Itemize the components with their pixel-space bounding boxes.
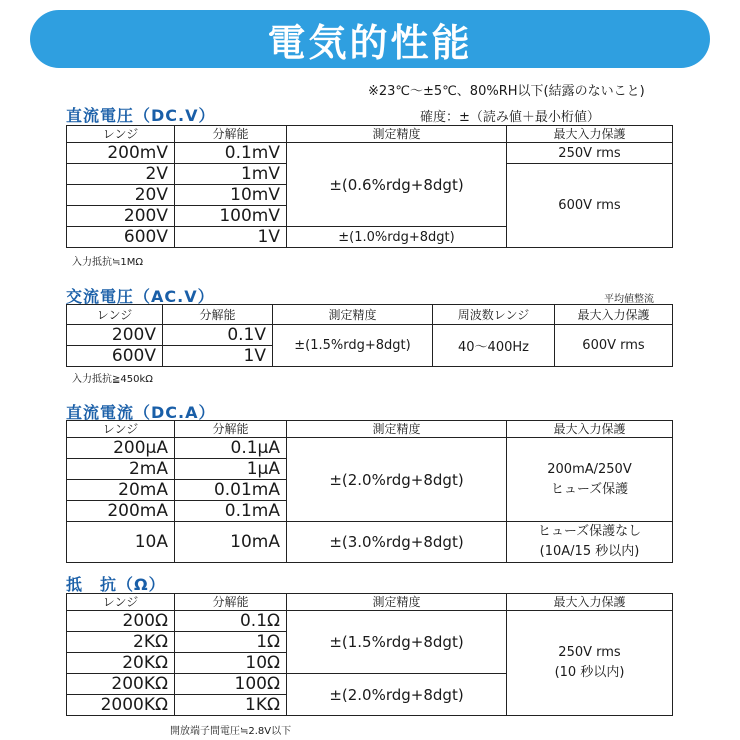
header-protection: 最大入力保護 (507, 126, 673, 143)
dca-range: 200mA (67, 501, 175, 522)
header-accuracy: 測定精度 (273, 305, 433, 325)
acv-frequency: 40～400Hz (433, 325, 555, 367)
ohm-title: 抵 抗（Ω） (66, 575, 166, 594)
dca-protection-b (507, 522, 673, 563)
header-protection: 最大入力保護 (555, 305, 673, 325)
acv-resolution: 0.1V (163, 325, 273, 346)
header-range: レンジ (67, 421, 175, 438)
header-range: レンジ (67, 594, 175, 611)
dcv-resolution: 1V (175, 227, 287, 248)
dcv-protection-a: 250V rms (507, 143, 673, 164)
ohm-protection-line2: (10 秒以内) (554, 665, 625, 680)
acv-footnote: 入力抵抗≧450kΩ (72, 374, 153, 385)
dca-title: 直流電流（DC.A） (66, 403, 216, 422)
ohm-resolution: 1Ω (175, 632, 287, 653)
dca-protection-a (507, 438, 673, 522)
ohm-footnote: 開放端子間電圧≒2.8V以下 (170, 726, 292, 737)
dcv-resolution: 0.1mV (175, 143, 287, 164)
dcv-range: 600V (67, 227, 175, 248)
dca-protection-a-line2: ヒューズ保護 (550, 481, 629, 497)
ohm-accuracy-b: ±(2.0%rdg+8dgt) (287, 674, 507, 716)
ohm-range: 20KΩ (67, 653, 175, 674)
ohm-range: 200KΩ (67, 674, 175, 695)
acv-protection: 600V rms (555, 325, 673, 367)
dca-resolution: 0.1μA (175, 438, 287, 459)
ohm-resolution: 100Ω (175, 674, 287, 695)
ohm-range: 200Ω (67, 611, 175, 632)
dca-range: 200μA (67, 438, 175, 459)
conditions-note: ※23℃～±5℃、80%RH以下(結露のないこと) (368, 84, 645, 99)
header-protection: 最大入力保護 (507, 594, 673, 611)
dcv-range: 20V (67, 185, 175, 206)
header-accuracy: 測定精度 (287, 126, 507, 143)
acv-note: 平均値整流 (604, 294, 654, 305)
header-resolution: 分解能 (163, 305, 273, 325)
dcv-footnote: 入力抵抗≒1MΩ (72, 257, 144, 268)
header-protection: 最大入力保護 (507, 421, 673, 438)
dca-protection-b-line1: ヒューズ保護なし (537, 524, 642, 539)
dca-resolution: 0.1mA (175, 501, 287, 522)
dca-accuracy-a: ±(2.0%rdg+8dgt) (287, 438, 507, 522)
ohm-range: 2000KΩ (67, 695, 175, 716)
ohm-protection (507, 611, 673, 716)
dcv-range: 200V (67, 206, 175, 227)
accuracy-note: 確度：±（読み値＋最小桁値） (420, 110, 600, 125)
dca-range: 20mA (67, 480, 175, 501)
dcv-resolution: 10mV (175, 185, 287, 206)
dcv-accuracy-b: ±(1.0%rdg+8dgt) (287, 227, 507, 248)
dca-resolution: 10mA (175, 522, 287, 563)
acv-title: 交流電圧（AC.V） (66, 287, 215, 306)
dca-accuracy-b: ±(3.0%rdg+8dgt) (287, 522, 507, 563)
ohm-resolution: 0.1Ω (175, 611, 287, 632)
header-resolution: 分解能 (175, 126, 287, 143)
ohm-protection-line1: 250V rms (558, 645, 621, 660)
dcv-resolution: 1mV (175, 164, 287, 185)
dca-protection-a-line1: 200mA/250V (547, 461, 632, 477)
dcv-protection-b: 600V rms (507, 164, 673, 248)
dcv-accuracy-a: ±(0.6%rdg+8dgt) (287, 143, 507, 227)
header-resolution: 分解能 (175, 421, 287, 438)
dca-table (66, 420, 673, 563)
dcv-range: 200mV (67, 143, 175, 164)
acv-table (66, 304, 673, 367)
header-resolution: 分解能 (175, 594, 287, 611)
ohm-range: 2KΩ (67, 632, 175, 653)
dca-resolution: 1μA (175, 459, 287, 480)
acv-range: 200V (67, 325, 163, 346)
header-accuracy: 測定精度 (287, 594, 507, 611)
header-range: レンジ (67, 126, 175, 143)
ohm-resolution: 1KΩ (175, 695, 287, 716)
page-title: 電気的性能 (267, 20, 473, 65)
acv-resolution: 1V (163, 346, 273, 367)
dcv-table (66, 125, 673, 248)
dcv-range: 2V (67, 164, 175, 185)
dca-protection-b-line2: (10A/15 秒以内) (539, 544, 640, 559)
ohm-table (66, 593, 673, 716)
ohm-resolution: 10Ω (175, 653, 287, 674)
header-range: レンジ (67, 305, 163, 325)
acv-range: 600V (67, 346, 163, 367)
dca-resolution: 0.01mA (175, 480, 287, 501)
dcv-resolution: 100mV (175, 206, 287, 227)
title-banner (30, 10, 710, 68)
dca-range: 2mA (67, 459, 175, 480)
dcv-title: 直流電圧（DC.V） (66, 106, 216, 125)
header-frequency: 周波数レンジ (433, 305, 555, 325)
ohm-accuracy-a: ±(1.5%rdg+8dgt) (287, 611, 507, 674)
acv-accuracy: ±(1.5%rdg+8dgt) (273, 325, 433, 367)
dca-range: 10A (67, 522, 175, 563)
header-accuracy: 測定精度 (287, 421, 507, 438)
